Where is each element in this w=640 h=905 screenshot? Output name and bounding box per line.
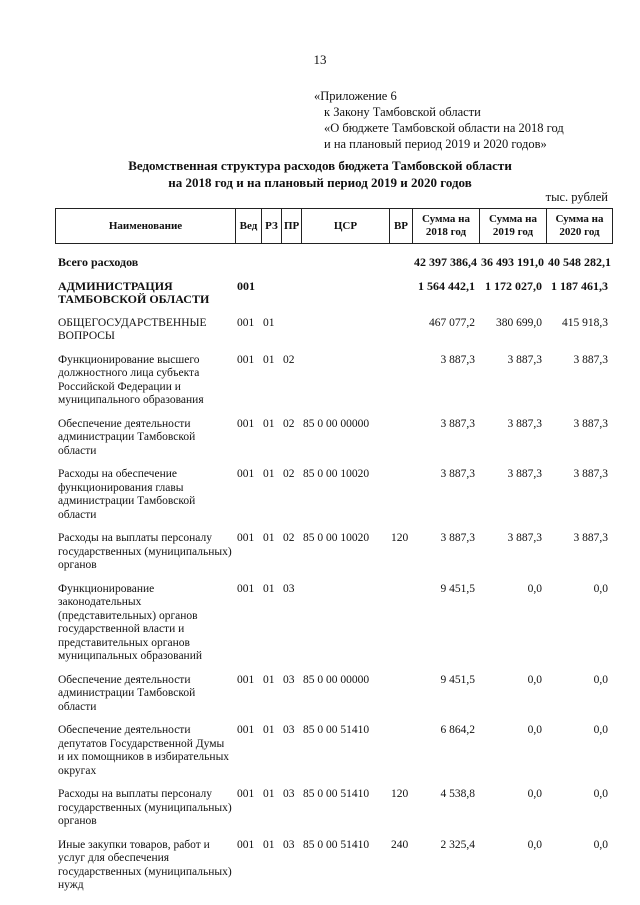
row-pr: 03 bbox=[283, 582, 295, 595]
units-label: тыс. рублей bbox=[545, 190, 608, 204]
row-sum-2019: 3 887,3 bbox=[507, 417, 542, 430]
row-vr bbox=[389, 674, 412, 725]
row-sum-2019: 0,0 bbox=[527, 582, 542, 595]
row-csr: 85 0 00 51410 bbox=[303, 724, 370, 736]
row-sum-2020: 3 887,3 bbox=[573, 353, 608, 366]
row-csr: 85 0 00 51410 bbox=[303, 788, 370, 800]
row-csr: 85 0 00 10020 bbox=[303, 468, 370, 480]
row-sum-2018: 9 451,5 bbox=[440, 582, 475, 595]
column-header-sum-2018: Сумма на 2018 год bbox=[413, 209, 480, 244]
row-vr bbox=[389, 724, 412, 788]
row-sum-2020: 0,0 bbox=[593, 582, 608, 595]
table-header bbox=[55, 208, 613, 244]
row-name: Расходы на выплаты персоналу государственных (муниципальных) органов bbox=[58, 532, 232, 571]
row-ved: 001 bbox=[237, 673, 255, 686]
annex-line-4: и на плановый период 2019 и 2020 годов» bbox=[324, 137, 547, 151]
row-ved: 001 bbox=[237, 468, 255, 480]
row-name: Обеспечение деятельности депутатов Государственной Думы и их помощников в избирательных округах bbox=[58, 724, 230, 777]
row-sum-2019: 0,0 bbox=[527, 724, 542, 736]
row-name: Расходы на выплаты персоналу государственных (муниципальных) органов bbox=[58, 788, 232, 827]
row-name: АДМИНИСТРАЦИЯ ТАМБОВСКОЙ ОБЛАСТИ bbox=[58, 278, 210, 306]
column-header-name: Наименование bbox=[56, 209, 236, 244]
row-vr: 240 bbox=[391, 838, 409, 851]
document-title-line-1: Ведомственная структура расходов бюджета Тамбовской области bbox=[128, 158, 512, 173]
row-csr: 85 0 00 10020 bbox=[303, 532, 370, 544]
row-name: Функционирование законодательных (представительных) органов государственной власти и представительных органов муниципальных образований bbox=[58, 582, 203, 662]
row-rz: 01 bbox=[263, 532, 275, 544]
row-vr: 120 bbox=[391, 788, 409, 800]
table-row bbox=[55, 674, 612, 725]
row-name: Обеспечение деятельности администрации Тамбовской области bbox=[58, 673, 196, 713]
row-rz: 01 bbox=[263, 353, 275, 366]
row-name: ОБЩЕГОСУДАРСТВЕННЫЕ ВОПРОСЫ bbox=[58, 316, 207, 342]
row-name: Всего расходов bbox=[58, 255, 139, 269]
row-rz bbox=[261, 280, 281, 317]
row-ved: 001 bbox=[237, 724, 255, 736]
row-pr: 02 bbox=[283, 468, 295, 480]
table-row bbox=[55, 354, 612, 418]
row-csr bbox=[301, 317, 389, 354]
row-sum-2019: 1 172 027,0 bbox=[485, 278, 542, 293]
row-ved: 001 bbox=[237, 278, 255, 293]
row-pr: 03 bbox=[283, 788, 295, 800]
row-rz: 01 bbox=[263, 417, 275, 430]
row-sum-2020: 0,0 bbox=[593, 788, 608, 800]
row-sum-2018: 6 864,2 bbox=[440, 724, 475, 736]
row-sum-2019: 380 699,0 bbox=[496, 316, 542, 329]
row-sum-2020: 40 548 282,1 bbox=[548, 255, 611, 269]
row-csr: 85 0 00 00000 bbox=[303, 417, 370, 430]
row-sum-2020: 0,0 bbox=[593, 838, 608, 851]
row-rz: 01 bbox=[263, 788, 275, 800]
row-sum-2019: 36 493 191,0 bbox=[481, 255, 544, 269]
row-sum-2019: 0,0 bbox=[527, 838, 542, 851]
row-vr: 120 bbox=[391, 532, 409, 544]
row-csr: 85 0 00 51410 bbox=[303, 838, 370, 851]
annex-reference bbox=[314, 88, 564, 152]
row-pr: 02 bbox=[283, 532, 295, 544]
row-ved: 001 bbox=[237, 353, 255, 366]
table-row bbox=[55, 724, 612, 788]
table-row bbox=[55, 468, 612, 532]
table-row bbox=[55, 788, 612, 839]
row-vr bbox=[389, 418, 412, 469]
expenditure-table bbox=[55, 244, 612, 893]
row-sum-2020: 0,0 bbox=[593, 724, 608, 736]
annex-line-2: к Закону Тамбовской области bbox=[324, 105, 481, 119]
row-sum-2020: 3 887,3 bbox=[573, 468, 608, 480]
row-sum-2018: 3 887,3 bbox=[440, 532, 475, 544]
table-row bbox=[55, 583, 612, 674]
row-pr: 03 bbox=[283, 838, 295, 851]
row-ved: 001 bbox=[237, 532, 255, 544]
row-rz: 01 bbox=[263, 724, 275, 736]
row-sum-2018: 4 538,8 bbox=[440, 788, 475, 800]
row-vr bbox=[389, 317, 412, 354]
row-vr bbox=[389, 583, 412, 674]
row-sum-2019: 3 887,3 bbox=[507, 532, 542, 544]
row-rz: 01 bbox=[263, 468, 275, 480]
row-name: Расходы на обеспечение функционирования главы администрации Тамбовской области bbox=[58, 468, 196, 521]
row-name: Обеспечение деятельности администрации Тамбовской области bbox=[58, 417, 196, 457]
row-pr: 02 bbox=[283, 417, 295, 430]
row-pr bbox=[281, 280, 301, 317]
row-csr: 85 0 00 00000 bbox=[303, 673, 370, 686]
total-row bbox=[55, 244, 612, 280]
row-sum-2018: 3 887,3 bbox=[440, 417, 475, 430]
row-vr bbox=[389, 280, 412, 317]
row-ved: 001 bbox=[237, 788, 255, 800]
column-header-pr: ПР bbox=[282, 209, 302, 244]
row-csr bbox=[301, 280, 389, 317]
row-sum-2020: 3 887,3 bbox=[573, 417, 608, 430]
row-csr bbox=[301, 354, 389, 418]
row-sum-2020: 3 887,3 bbox=[573, 532, 608, 544]
column-header-vr: ВР bbox=[390, 209, 413, 244]
row-pr bbox=[281, 244, 301, 280]
table-row bbox=[55, 839, 612, 893]
row-pr bbox=[281, 317, 301, 354]
annex-line-3: «О бюджете Тамбовской области на 2018 год bbox=[324, 121, 564, 135]
row-vr bbox=[389, 354, 412, 418]
row-sum-2018: 9 451,5 bbox=[440, 673, 475, 686]
row-ved bbox=[235, 244, 261, 280]
row-sum-2020: 0,0 bbox=[593, 673, 608, 686]
row-sum-2018: 3 887,3 bbox=[440, 353, 475, 366]
row-sum-2020: 1 187 461,3 bbox=[551, 278, 608, 293]
row-rz: 01 bbox=[263, 838, 275, 851]
table-row bbox=[55, 317, 612, 354]
row-rz: 01 bbox=[263, 673, 275, 686]
document-title-line-2: на 2018 год и на плановый период 2019 и 2020 годов bbox=[168, 175, 472, 190]
row-sum-2018: 467 077,2 bbox=[429, 316, 475, 329]
row-sum-2018: 3 887,3 bbox=[440, 468, 475, 480]
row-pr: 02 bbox=[283, 353, 295, 366]
row-name: Функционирование высшего должностного лица субъекта Российской Федерации и муниципального образования bbox=[58, 353, 204, 406]
row-sum-2019: 3 887,3 bbox=[507, 353, 542, 366]
row-pr: 03 bbox=[283, 724, 295, 736]
row-name: Иные закупки товаров, работ и услуг для обеспечения государственных (муниципальных) нужд bbox=[58, 838, 232, 891]
row-ved: 001 bbox=[237, 417, 255, 430]
row-rz bbox=[261, 244, 281, 280]
row-sum-2018: 2 325,4 bbox=[440, 838, 475, 851]
row-ved: 001 bbox=[237, 838, 255, 851]
column-header-sum-2020: Сумма на 2020 год bbox=[547, 209, 613, 244]
document-title bbox=[0, 157, 640, 191]
row-rz: 01 bbox=[263, 316, 275, 329]
row-vr bbox=[389, 468, 412, 532]
row-rz: 01 bbox=[263, 582, 275, 595]
column-header-rz: РЗ bbox=[262, 209, 282, 244]
column-header-csr: ЦСР bbox=[302, 209, 390, 244]
row-ved: 001 bbox=[237, 316, 255, 329]
row-sum-2018: 42 397 386,4 bbox=[414, 255, 477, 269]
column-header-ved: Вед bbox=[236, 209, 262, 244]
row-sum-2019: 0,0 bbox=[527, 788, 542, 800]
row-sum-2020: 415 918,3 bbox=[562, 316, 608, 329]
page-number: 13 bbox=[313, 52, 327, 67]
row-vr bbox=[389, 244, 412, 280]
row-sum-2018: 1 564 442,1 bbox=[418, 278, 475, 293]
row-sum-2019: 0,0 bbox=[527, 673, 542, 686]
row-csr bbox=[301, 244, 389, 280]
table-body bbox=[55, 244, 612, 893]
row-pr: 03 bbox=[283, 673, 295, 686]
table-row bbox=[55, 532, 612, 583]
row-sum-2019: 3 887,3 bbox=[507, 468, 542, 480]
column-header-sum-2019: Сумма на 2019 год bbox=[480, 209, 547, 244]
annex-line-1: «Приложение 6 bbox=[314, 89, 397, 103]
agency-row bbox=[55, 280, 612, 317]
table-row bbox=[55, 418, 612, 469]
row-csr bbox=[301, 583, 389, 674]
row-ved: 001 bbox=[237, 582, 255, 595]
